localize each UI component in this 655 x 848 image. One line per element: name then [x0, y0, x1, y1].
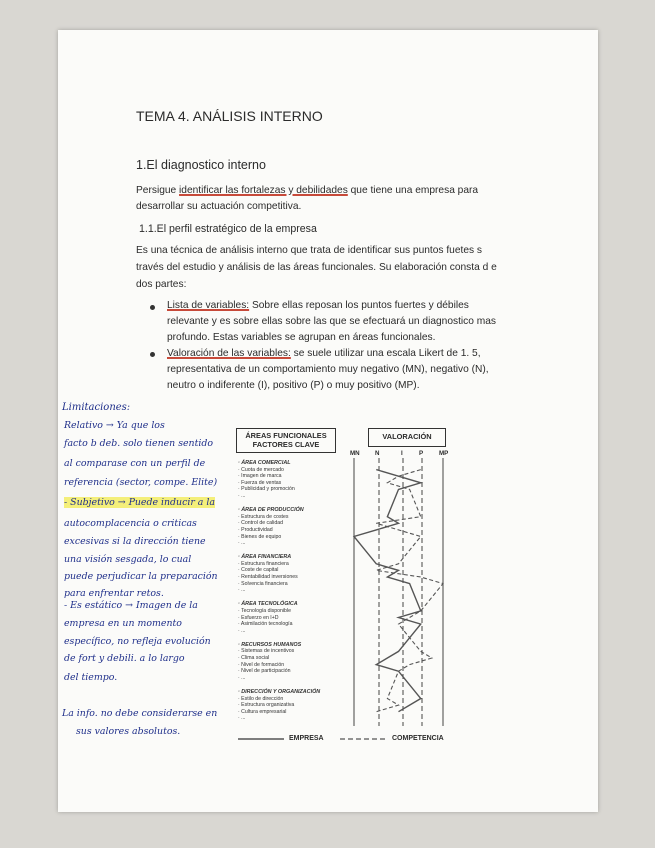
note-line: al comparase con un perfil de	[64, 458, 206, 469]
area-factor: · Estilo de dirección	[238, 695, 284, 702]
area-heading: · DIRECCIÓN Y ORGANIZACIÓN	[238, 688, 321, 695]
intro-pre: Persigue	[136, 185, 180, 196]
area-heading: · ÁREA DE PRODUCCIÓN	[238, 507, 304, 514]
area-factor: · Sistemas de incentivos	[238, 648, 295, 655]
area-factor: · Asimilación tecnología	[238, 621, 293, 628]
area-heading: · ÁREA TECNOLÓGICA	[238, 601, 298, 608]
intro-underlined: identificar las fortalezas y debilidades	[179, 185, 348, 196]
area-factor: · Cuota de mercado	[238, 466, 284, 473]
area-factor: · Cultura empresarial	[238, 708, 287, 715]
scale-label-mp: MP	[439, 450, 449, 457]
note-line: empresa en un momento	[64, 618, 182, 629]
note-line: para enfrentar retos.	[64, 588, 164, 599]
section-heading: 1.El diagnostico interno	[136, 158, 266, 172]
note-line: - Es estático → Imagen de la	[64, 600, 198, 611]
note-line: de fort y debili. a lo largo	[64, 653, 185, 664]
area-factor: · Control de calidad	[238, 520, 283, 527]
area-factor: · Clima social	[238, 655, 270, 661]
bullet-2-line-2: representativa de un comportamiento muy negativo (MN), negativo (N),	[167, 364, 489, 375]
intro-post: que tiene una empresa para	[347, 185, 479, 196]
note-line: referencia (sector, compe. Elite)	[64, 477, 218, 488]
area-factor: · Solvencia financiera	[238, 580, 288, 587]
right-title: VALORACIÓN	[382, 432, 432, 441]
area-factor: · Productividad	[238, 526, 273, 533]
intro-line-1	[136, 183, 478, 199]
note-line: puede perjudicar la preparación	[64, 571, 218, 582]
bullet-1-text: Sobre ellas reposan los puntos fuertes y débiles	[249, 300, 469, 311]
left-title-line-2: FACTORES CLAVE	[252, 440, 320, 449]
note-line: - Subjetivo → Puede inducir a la	[64, 497, 215, 508]
area-factor: · Coste de capital	[238, 567, 279, 574]
intro-line-2: desarrollar su actuación competitiva.	[136, 201, 302, 212]
empresa-profile-line	[354, 470, 421, 712]
area-factor: · ...	[238, 715, 246, 722]
note-line: sus valores absolutos.	[76, 726, 181, 737]
scale-label-p: P	[419, 450, 424, 457]
note-line: facto b deb. solo tienen sentido	[64, 438, 213, 449]
area-factor: · Rentabilidad inversiones	[238, 574, 298, 580]
area-factor: · ...	[238, 493, 246, 499]
area-factor: · Estructura organizativa	[238, 702, 295, 709]
bullet-1-line-2: relevante y es sobre ellas sobre las que se efectuará un diagnostico mas	[167, 316, 497, 327]
area-factor: · ...	[238, 674, 246, 681]
note-line: La info. no debe considerarse en	[62, 708, 218, 719]
note-line: del tiempo.	[64, 672, 118, 683]
area-factor: · Imagen de marca	[238, 473, 282, 480]
area-factor: · Nivel de formación	[238, 661, 285, 668]
note-line: una visión sesgada, lo cual	[64, 554, 192, 565]
bullet-2-line-1	[167, 346, 481, 362]
para-line-1: Es una técnica de análisis interno que trata de identificar sus puntos fuetes s	[136, 245, 483, 256]
left-title-line-1: ÁREAS FUNCIONALES	[245, 431, 327, 440]
bullet-2-line-3: neutro o indiferente (I), positivo (P) o muy positivo (MP).	[167, 380, 420, 391]
area-factor: · Estructura financiera	[238, 560, 289, 567]
bullet-2-head: Valoración de las variables:	[167, 348, 291, 359]
competencia-profile-line	[376, 470, 443, 712]
bullet-1-line-3: profundo. Estas variables se agrupan en áreas funcionales.	[167, 332, 436, 343]
legend-empresa-label: EMPRESA	[289, 735, 324, 742]
scale-label-i: I	[401, 450, 403, 457]
scale-label-mn: MN	[350, 450, 360, 457]
area-heading: · RECURSOS HUMANOS	[238, 641, 302, 648]
area-factor: · ...	[238, 587, 246, 594]
note-line: específico, no refleja evolución	[64, 636, 211, 647]
bullet-1-head: Lista de variables:	[167, 300, 250, 311]
note-line: excesivas si la dirección tiene	[64, 536, 206, 547]
area-factor: · Esfuerzo en I+D	[238, 614, 279, 621]
area-heading: · ÁREA FINANCIERA	[238, 554, 292, 561]
area-factor: · Fuerza de ventas	[238, 479, 282, 486]
area-factor: · ...	[238, 627, 246, 634]
area-factor: · Estructura de costes	[238, 513, 289, 520]
para-line-3: dos partes:	[136, 279, 187, 290]
bullet-1-line-1	[167, 298, 469, 314]
area-factor: · ...	[238, 540, 246, 547]
area-heading: · ÁREA COMERCIAL	[238, 460, 291, 466]
note-line: autocomplacencia o criticas	[64, 518, 197, 529]
scale-label-n: N	[375, 450, 380, 457]
note-line: Relativo → Ya que los	[64, 420, 165, 431]
area-factor: · Publicidad y promoción	[238, 486, 295, 493]
notes-heading: Limitaciones:	[62, 402, 131, 413]
area-factor: · Bienes de equipo	[238, 533, 282, 540]
legend-competencia-label: COMPETENCIA	[392, 735, 444, 742]
para-line-2: través del estudio y análisis de las áreas funcionales. Su elaboración consta d e	[136, 262, 497, 273]
area-factor: · Nivel de participación	[238, 668, 291, 675]
bullet-dot-1	[150, 305, 155, 310]
area-factor: · Tecnología disponible	[238, 607, 291, 614]
bullet-dot-2	[150, 352, 155, 357]
subsection-heading: 1.1.El perfil estratégico de la empresa	[139, 223, 317, 235]
page-title: TEMA 4. ANÁLISIS INTERNO	[136, 108, 323, 124]
strategic-profile-diagram	[236, 428, 468, 748]
bullet-2-text: se suele utilizar una escala Likert de 1. 5,	[290, 348, 481, 359]
profile-lines	[236, 428, 468, 748]
